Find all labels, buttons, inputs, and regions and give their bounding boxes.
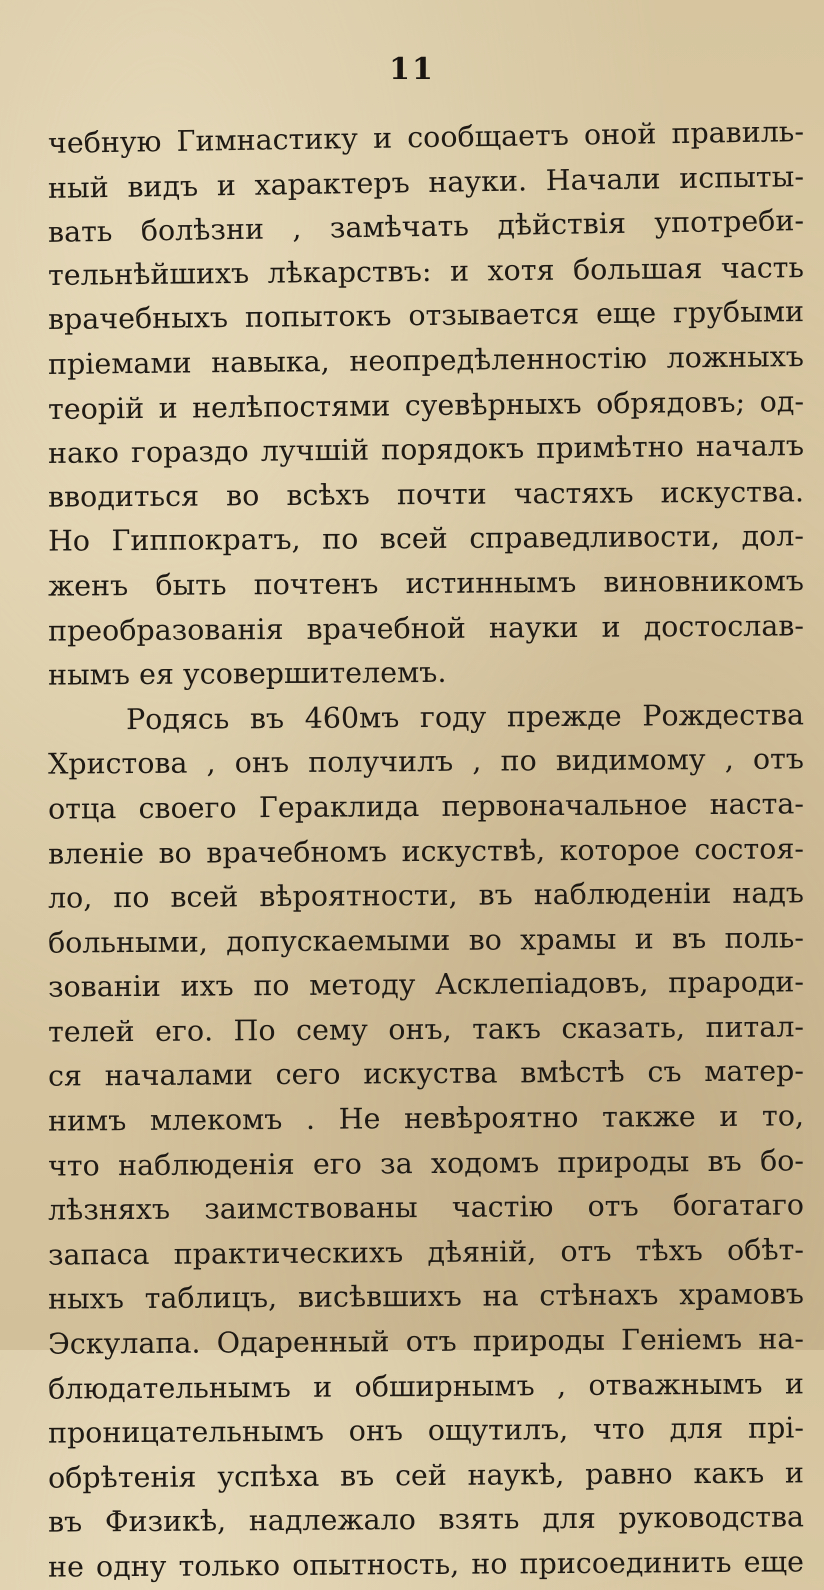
text-line: чебную Гимнастику и сообщаетъ оной правиль- xyxy=(47,115,805,160)
text-line: ло, по всей вѣроятности, въ наблюденіи надъ xyxy=(47,876,805,915)
paragraph-end-line: нымъ ея усовершителемъ. xyxy=(47,655,447,692)
text-line: ныхъ таблицъ, висѣвшихъ на стѣнахъ храмовъ xyxy=(47,1277,805,1317)
paragraph-start-line: Родясь въ 460мъ году прежде Рождества xyxy=(125,698,805,736)
text-line: зованіи ихъ по методу Асклепіадовъ, прароди- xyxy=(47,965,805,1004)
text-line: Но Гиппократъ, по всей справедливости, дол- xyxy=(47,519,805,558)
text-line: въ Физикѣ, надлежало взять для руководства xyxy=(47,1500,805,1540)
page-number: 11 xyxy=(389,52,435,87)
text-line: запаса практическихъ дѣяній, отъ тѣхъ обѣт- xyxy=(47,1233,805,1272)
text-line: преобразованія врачебной науки и достослав- xyxy=(47,608,805,648)
text-line: теорій и нелѣпостями суевѣрныхъ обрядовъ; од- xyxy=(47,384,805,426)
text-line: отца своего Гераклида первоначальное наста- xyxy=(47,787,805,826)
text-line: больными, допускаемыми во храмы и въ поль- xyxy=(47,921,805,960)
text-line: блюдательнымъ и обширнымъ , отважнымъ и xyxy=(47,1366,805,1406)
text-line: нимъ млекомъ . Не невѣроятно также и то, xyxy=(47,1099,805,1138)
text-line: что наблюденія его за ходомъ природы въ бо- xyxy=(47,1144,805,1183)
text-line: не одну только опытность, но присоединить еще xyxy=(47,1545,805,1584)
text-line: вводиться во всѣхъ почти частяхъ искуства. xyxy=(47,475,805,514)
text-line: вленіе во врачебномъ искуствѣ, которое состоя- xyxy=(47,831,805,871)
text-line: пріемами навыка, неопредѣленностію ложныхъ xyxy=(47,340,805,381)
body-text xyxy=(48,116,804,1588)
text-line: Христова , онъ получилъ , по видимому , отъ xyxy=(47,742,805,781)
text-line: обрѣтенія успѣха въ сей наукѣ, равно какъ и xyxy=(47,1456,805,1495)
text-line: женъ быть почтенъ истиннымъ виновникомъ xyxy=(47,564,805,603)
text-line: проницательнымъ онъ ощутилъ, что для прі- xyxy=(47,1411,805,1450)
text-line: тельнѣйшихъ лѣкарствъ: и хотя большая часть xyxy=(47,250,805,292)
text-line: врачебныхъ попытокъ отзывается еще грубыми xyxy=(47,295,805,337)
text-line: ный видъ и характеръ науки. Начали испыты- xyxy=(47,159,805,205)
text-line: лѣзняхъ заимствованы частію отъ богатаго xyxy=(47,1188,805,1227)
text-line: нако гораздо лучшій порядокъ примѣтно началъ xyxy=(47,429,805,471)
text-line: ся началами сего искуства вмѣстѣ съ матер- xyxy=(47,1054,805,1094)
text-line: вать болѣзни , замѣчать дѣйствія употреби- xyxy=(47,204,805,250)
text-line: телей его. По сему онъ, такъ сказать, питал- xyxy=(47,1010,805,1049)
text-line: Эскулапа. Одаренный отъ природы Геніемъ на- xyxy=(47,1322,805,1361)
